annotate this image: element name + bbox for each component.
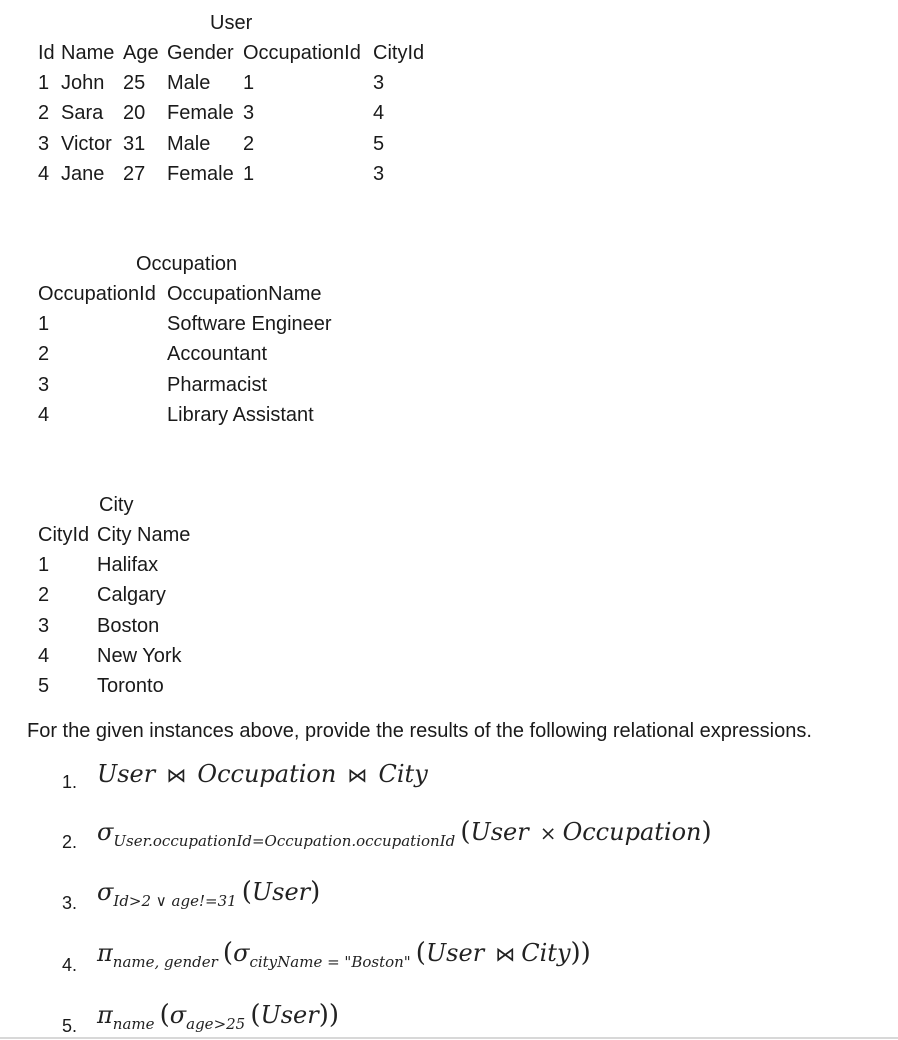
expression-2-condition: User.occupationId=Occupation.occupationId xyxy=(113,832,456,850)
user-row-1-age: 25 xyxy=(123,72,146,94)
user-row-1-name: John xyxy=(61,72,105,94)
expression-4-projection-list: name, gender xyxy=(112,953,218,971)
expression-4-number: 4. xyxy=(62,955,78,975)
expression-4-condition: cityName = "Boston" xyxy=(249,953,411,971)
user-row-2-id: 2 xyxy=(38,102,50,124)
user-header-gender: Gender xyxy=(167,42,234,64)
occupation-table-title: Occupation xyxy=(136,253,238,275)
user-row-2-age: 20 xyxy=(123,102,146,124)
natural-join-icon: ⋈ xyxy=(347,763,368,787)
user-header-cityid: CityId xyxy=(373,42,425,64)
cross-product-icon: × xyxy=(539,821,557,845)
expression-4-user: User xyxy=(425,939,485,967)
expression-2 xyxy=(97,817,712,850)
occupation-row-3-id: 3 xyxy=(38,374,50,396)
expression-4-open-paren: ( xyxy=(222,938,234,968)
occupation-row-1-id: 1 xyxy=(38,313,50,335)
occupation-header-name: OccupationName xyxy=(167,283,322,305)
user-row-1-cityid: 3 xyxy=(373,72,385,94)
expression-5-close-paren: )) xyxy=(318,1000,339,1030)
city-header-name: City Name xyxy=(97,524,191,546)
user-row-2-occupationid: 3 xyxy=(243,102,255,124)
user-row-4-cityid: 3 xyxy=(373,163,385,185)
user-row-1-id: 1 xyxy=(38,72,50,94)
page-bottom-divider xyxy=(0,1037,898,1039)
user-row-1-occupationid: 1 xyxy=(243,72,255,94)
expression-5-projection-list: name xyxy=(112,1015,155,1033)
natural-join-icon: ⋈ xyxy=(495,942,516,966)
expression-3-open-paren: ( xyxy=(241,877,252,907)
city-table-title: City xyxy=(99,494,134,516)
city-row-1-id: 1 xyxy=(38,554,50,576)
city-row-3-id: 3 xyxy=(38,615,50,637)
city-row-5-name: Toronto xyxy=(97,675,164,697)
expression-3-user: User xyxy=(251,878,311,906)
user-row-4-name: Jane xyxy=(61,163,105,185)
expression-2-open-paren: ( xyxy=(460,817,471,847)
selection-icon: σ xyxy=(169,1001,187,1029)
expression-5-condition: age>25 xyxy=(186,1015,246,1033)
occupation-header-id: OccupationId xyxy=(38,283,156,305)
expression-4-city: City xyxy=(521,939,571,967)
user-row-2-cityid: 4 xyxy=(373,102,385,124)
city-row-2-name: Calgary xyxy=(97,584,166,606)
expression-2-user: User xyxy=(470,818,529,846)
user-row-3-name: Victor xyxy=(61,133,112,155)
expression-2-occupation: Occupation xyxy=(562,818,702,846)
user-header-age: Age xyxy=(123,42,159,64)
occupation-row-2-id: 2 xyxy=(38,343,50,365)
user-header-occupationid: OccupationId xyxy=(243,42,361,64)
expression-1-occupation: Occupation xyxy=(197,760,337,788)
user-row-2-name: Sara xyxy=(61,102,104,124)
user-row-4-id: 4 xyxy=(38,163,50,185)
expression-5-open-paren: ( xyxy=(159,1000,170,1030)
selection-icon: σ xyxy=(97,878,114,906)
occupation-row-3-name: Pharmacist xyxy=(167,374,268,396)
expression-5-user: User xyxy=(260,1001,319,1029)
natural-join-icon: ⋈ xyxy=(166,763,187,787)
city-row-2-id: 2 xyxy=(38,584,50,606)
expression-3-number: 3. xyxy=(62,893,78,913)
city-row-4-id: 4 xyxy=(38,645,50,667)
projection-icon: π xyxy=(97,1001,113,1029)
user-table-title: User xyxy=(210,12,253,34)
occupation-row-2-name: Accountant xyxy=(167,343,268,365)
expression-4-close-paren: )) xyxy=(570,938,591,968)
city-row-4-name: New York xyxy=(97,645,182,667)
expression-3-condition: Id>2 ∨ age!=31 xyxy=(113,892,237,910)
user-header-name: Name xyxy=(61,42,115,64)
occupation-row-1-name: Software Engineer xyxy=(167,313,332,335)
expression-5 xyxy=(97,1000,339,1033)
expression-2-number: 2. xyxy=(62,832,78,852)
projection-icon: π xyxy=(97,939,113,967)
selection-icon: σ xyxy=(233,939,250,967)
user-row-3-cityid: 5 xyxy=(373,133,385,155)
expression-1 xyxy=(97,760,428,788)
expression-4-inner-open-paren: ( xyxy=(415,938,426,968)
expression-5-number: 5. xyxy=(62,1016,78,1036)
expression-1-user: User xyxy=(97,760,156,788)
user-row-4-age: 27 xyxy=(123,163,146,185)
occupation-row-4-id: 4 xyxy=(38,404,50,426)
expression-3 xyxy=(97,877,320,910)
city-header-id: CityId xyxy=(38,524,90,546)
expression-3-close-paren: ) xyxy=(310,877,321,907)
user-row-3-age: 31 xyxy=(123,133,146,155)
user-row-4-gender: Female xyxy=(167,163,234,185)
city-row-3-name: Boston xyxy=(97,615,160,637)
city-row-5-id: 5 xyxy=(38,675,50,697)
selection-icon: σ xyxy=(97,818,114,846)
expression-1-city: City xyxy=(378,760,428,788)
user-row-2-gender: Female xyxy=(167,102,234,124)
user-row-1-gender: Male xyxy=(167,72,211,94)
occupation-row-4-name: Library Assistant xyxy=(167,404,314,426)
expression-5-inner-open-paren: ( xyxy=(250,1000,261,1030)
instruction-text: For the given instances above, provide the results of the following relational expressions. xyxy=(27,720,812,742)
expression-4 xyxy=(97,938,591,971)
user-row-4-occupationid: 1 xyxy=(243,163,255,185)
expression-1-number: 1. xyxy=(62,772,78,792)
user-row-3-occupationid: 2 xyxy=(243,133,255,155)
user-header-id: Id xyxy=(38,42,55,64)
user-row-3-id: 3 xyxy=(38,133,50,155)
city-row-1-name: Halifax xyxy=(97,554,159,576)
expression-2-close-paren: ) xyxy=(701,817,712,847)
user-row-3-gender: Male xyxy=(167,133,211,155)
